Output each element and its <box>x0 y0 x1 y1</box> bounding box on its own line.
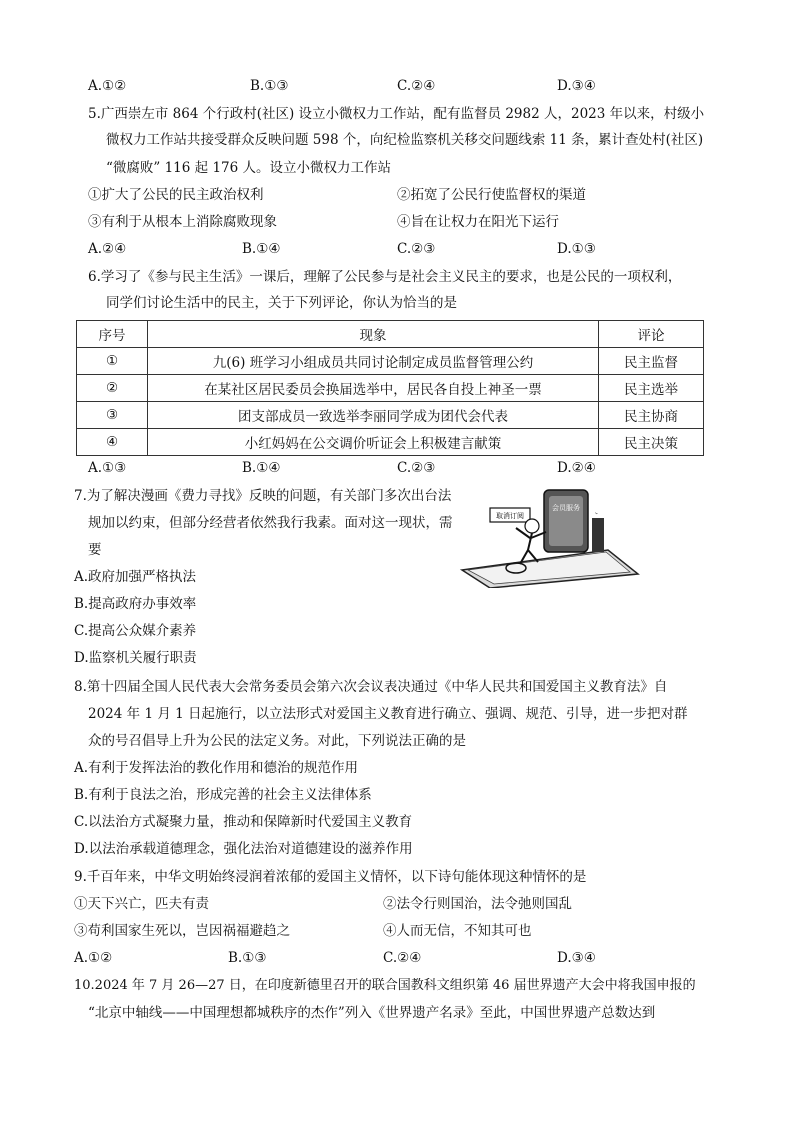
q9-statement: ①天下兴亡，匹夫有责 <box>74 896 209 912</box>
table-cell: 小红妈妈在公交调价听证会上积极建言献策 <box>148 429 599 456</box>
table-cell: 民主监督 <box>599 348 704 375</box>
q8-option-c: C.以法治方式凝聚力量，推动和保障新时代爱国主义教育 <box>74 814 413 830</box>
q5-statement: ②拓宽了公民行使监督权的渠道 <box>397 187 586 203</box>
q9-option-c: C.②④ <box>383 950 422 966</box>
table-row <box>77 348 704 375</box>
table-cell: 民主协商 <box>599 402 704 429</box>
q8-option-d: D.以法治承载道德理念，强化法治对道德建设的滋养作用 <box>74 841 413 857</box>
q5-option-c: C.②③ <box>397 241 436 257</box>
q10-stem-line: 10.2024 年 7 月 26—27 日，在印度新德里召开的联合国教科文组织第 46 届世界遗产大会中将我国申报的 <box>74 978 696 993</box>
q4-option-a: A.①② <box>88 78 127 94</box>
q6-option-a: A.①③ <box>88 460 127 476</box>
table-cell: 在某社区居民委员会换届选举中，居民各自投上神圣一票 <box>148 375 599 402</box>
q8-option-a: A.有利于发挥法治的教化作用和德治的规范作用 <box>74 760 359 776</box>
q9-option-a: A.①② <box>74 950 113 966</box>
q8-stem-line: 8.第十四届全国人民代表大会常务委员会第六次会议表决通过《中华人民共和国爱国主义教育法》自 <box>74 679 668 695</box>
q4-option-b: B.①③ <box>250 78 289 94</box>
q4-option-d: D.③④ <box>557 78 596 94</box>
q7-stem-line: 规加以约束，但部分经营者依然我行我素。面对这一现状，需 <box>88 515 453 531</box>
q5-option-a: A.②④ <box>88 241 127 257</box>
q5-statement: ③有利于从根本上消除腐败现象 <box>88 214 277 230</box>
q9-option-b: B.①③ <box>228 950 267 966</box>
table-cell: 民主选举 <box>599 375 704 402</box>
table-cell: 九(6) 班学习小组成员共同讨论制定成员监督管理公约 <box>148 348 599 375</box>
q9-statement: ②法令行则国治，法令弛则国乱 <box>383 896 572 912</box>
q8-stem-line: 众的号召倡导上升为公民的法定义务。对此，下列说法正确的是 <box>88 733 466 749</box>
q4-option-c: C.②④ <box>397 78 436 94</box>
table-row <box>77 375 704 402</box>
q10-stem-line: “北京中轴线——中国理想都城秩序的杰作”列入《世界遗产名录》至此，中国世界遗产总数达到 <box>88 1005 656 1021</box>
table-cell: ③ <box>77 402 148 429</box>
table-row <box>77 402 704 429</box>
svg-text:‹: ‹ <box>592 511 601 516</box>
table-header-cell: 现象 <box>148 321 599 348</box>
q5-stem-line: 5.广西崇左市 864 个行政村(社区) 设立小微权力工作站，配有监督员 2982 人，2023 年以来，村级小 <box>88 106 705 122</box>
q9-statement: ③苟利国家生死以，岂因祸福避趋之 <box>74 923 290 939</box>
cartoon-image <box>458 488 640 588</box>
q6-table <box>76 320 704 456</box>
cartoon-sign-text: 取消订阅 <box>496 512 524 520</box>
q7-option-d: D.监察机关履行职责 <box>74 650 197 666</box>
q6-option-c: C.②③ <box>397 460 436 476</box>
q5-option-d: D.①③ <box>557 241 596 257</box>
table-header-row <box>77 321 704 348</box>
q7-option-a: A.政府加强严格执法 <box>74 569 197 585</box>
q6-option-d: D.②④ <box>557 460 596 476</box>
q7-option-b: B.提高政府办事效率 <box>74 596 197 612</box>
q7-stem-line: 7.为了解决漫画《费力寻找》反映的问题，有关部门多次出台法 <box>74 488 452 504</box>
table-cell: 团支部成员一致选举李丽同学成为团代会代表 <box>148 402 599 429</box>
q5-stem-line: “微腐败” 116 起 176 人。设立小微权力工作站 <box>106 160 392 176</box>
q6-stem-line: 6.学习了《参与民主生活》一课后，理解了公民参与是社会主义民主的要求，也是公民的一项权利， <box>88 269 682 285</box>
q5-option-b: B.①④ <box>242 241 281 257</box>
cartoon-card-text: 会员服务 <box>552 504 580 512</box>
table-header-cell: 评论 <box>599 321 704 348</box>
q7-option-c: C.提高公众媒介素养 <box>74 623 197 639</box>
table-cell: ② <box>77 375 148 402</box>
q9-statement: ④人而无信，不知其可也 <box>383 923 532 939</box>
q7-stem-line: 要 <box>88 542 102 558</box>
table-cell: ④ <box>77 429 148 456</box>
q5-statement: ④旨在让权力在阳光下运行 <box>397 214 559 230</box>
table-cell: ① <box>77 348 148 375</box>
q6-stem-line: 同学们讨论生活中的民主，关于下列评论，你认为恰当的是 <box>106 295 457 311</box>
q6-option-b: B.①④ <box>242 460 281 476</box>
table-header-cell: 序号 <box>77 321 148 348</box>
table-row <box>77 429 704 456</box>
q9-stem-line: 9.千百年来，中华文明始终浸润着浓郁的爱国主义情怀，以下诗句能体现这种情怀的是 <box>74 869 587 885</box>
table-cell: 民主决策 <box>599 429 704 456</box>
q9-option-d: D.③④ <box>557 950 596 966</box>
q8-stem-line: 2024 年 1 月 1 日起施行，以立法形式对爱国主义教育进行确立、强调、规范、引导，进一步把对群 <box>88 706 688 722</box>
q5-statement: ①扩大了公民的民主政治权利 <box>88 187 264 203</box>
q5-stem-line: 微权力工作站共接受群众反映问题 598 个，向纪检监察机关移交问题线索 11 条，累计查处村(社区) <box>106 132 704 148</box>
q8-option-b: B.有利于良法之治，形成完善的社会主义法律体系 <box>74 787 372 803</box>
